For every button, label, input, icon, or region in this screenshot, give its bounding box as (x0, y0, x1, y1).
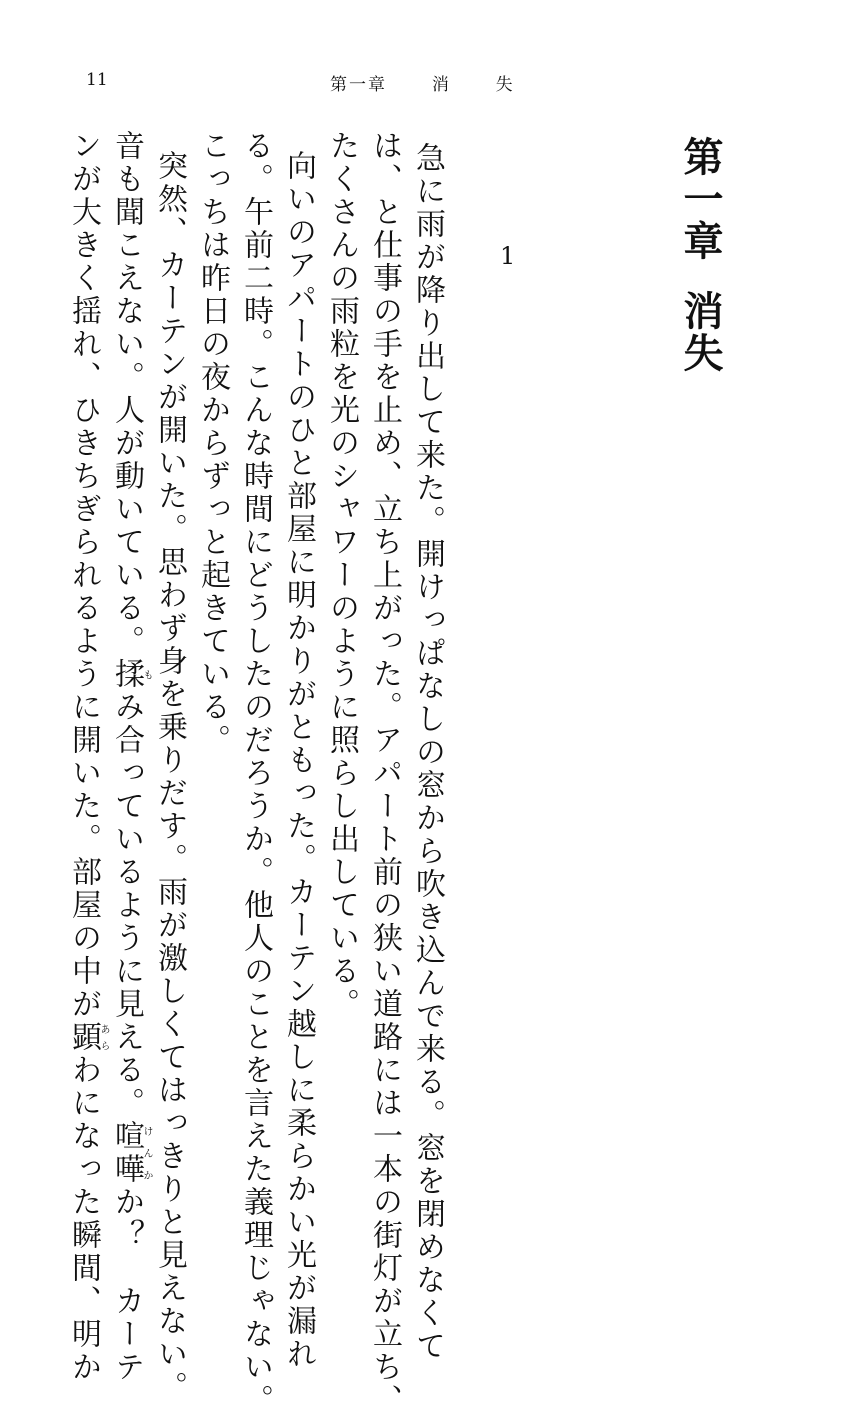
chapter-label: 第一章 (677, 136, 724, 262)
running-title-part-1: 消 (431, 75, 451, 95)
ruby-ara-base: 顕 (66, 1021, 101, 1054)
text-column-8 (111, 130, 152, 1384)
text-column-7: 突然、カーテンが開いた。思わず身を乗りだす。雨が激しくてはっきりと見えない。 (152, 150, 187, 1404)
column-8-part-1: 音も聞こえない。人が動いている。 (109, 130, 144, 658)
column-9-part-2: わになった瞬間、明か (66, 1054, 101, 1384)
chapter-heading (672, 136, 729, 374)
ruby-ara-reading: あら (98, 1021, 109, 1054)
ruby-momi-base: 揉 (109, 658, 144, 691)
ruby-momi-reading: も (141, 658, 152, 691)
running-title-part-2: 失 (495, 75, 515, 95)
ruby-kenka (109, 1120, 152, 1186)
ruby-momi (109, 658, 152, 691)
column-8-part-2: み合っているように見える。 (109, 691, 144, 1120)
page-number: 11 (86, 70, 108, 90)
chapter-title: 消失 (677, 290, 724, 374)
ruby-ara (66, 1021, 109, 1054)
ruby-kenka-reading: けんか (141, 1120, 152, 1186)
text-column-1: 急に雨が降り出して来た。開けっぱなしの窓から吹き込んで来る。窓を閉めなくて (410, 142, 445, 1363)
text-column-9 (68, 130, 109, 1384)
column-8-part-3: か？ カーテ (109, 1186, 144, 1384)
section-number: 1 (500, 242, 516, 270)
column-9-part-1: ンが大きく揺れ、ひきちぎられるように開いた。部屋の中が (66, 130, 101, 1021)
text-column-3: たくさんの雨粒を光のシャワーのように照らし出している。 (324, 130, 359, 1021)
text-column-6: こっちは昨日の夜からずっと起きている。 (195, 130, 230, 757)
text-column-4: 向いのアパートのひと部屋に明かりがともった。カーテン越しに柔らかい光が漏れ (281, 150, 316, 1371)
text-column-5: る。午前二時。こんな時間にどうしたのだろうか。他人のことを言えた義理じゃない。 (238, 130, 273, 1417)
text-column-2: は、と仕事の手を止め、立ち上がった。アパート前の狭い道路には一本の街灯が立ち、 (367, 130, 402, 1417)
ruby-kenka-base: 喧嘩 (109, 1120, 144, 1186)
running-head (330, 70, 515, 95)
running-chapter: 第一章 (330, 75, 387, 95)
